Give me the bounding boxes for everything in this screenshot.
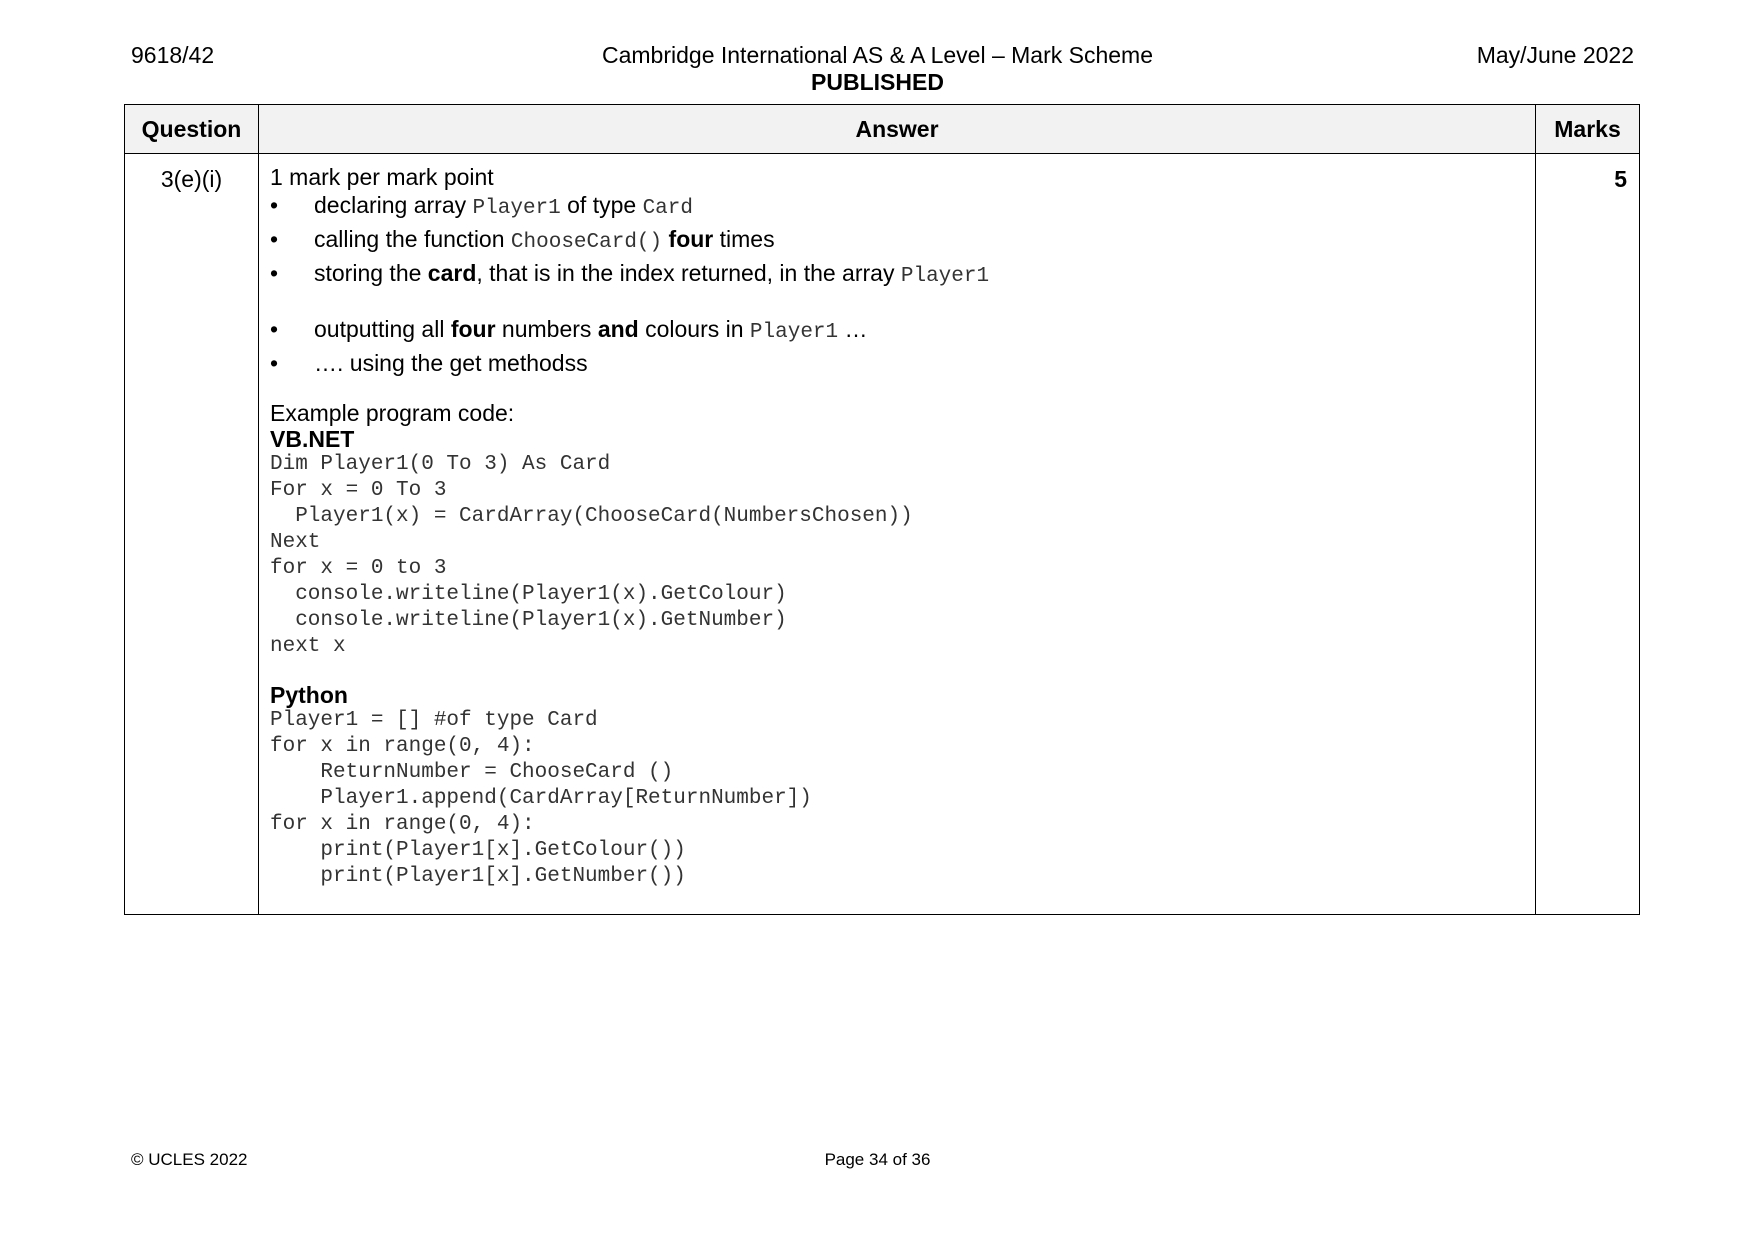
code-line: for x in range(0, 4): xyxy=(270,813,535,836)
paper-code: 9618/42 xyxy=(131,42,215,68)
code-line: print(Player1[x].GetColour()) xyxy=(270,839,686,862)
mark-point-text: colours in xyxy=(638,316,750,342)
mark-point xyxy=(270,190,1523,224)
mark-point xyxy=(270,314,1523,348)
copyright: © UCLES 2022 xyxy=(131,1150,248,1169)
mark-point xyxy=(270,348,1523,378)
column-header-question: Question xyxy=(125,105,259,154)
mark-scheme-table xyxy=(124,104,1640,915)
mark-point-text: outputting all xyxy=(314,316,451,342)
mark-point-text: and xyxy=(597,316,639,342)
code-line: console.writeline(Player1(x).GetNumber) xyxy=(270,609,787,632)
table-header-row xyxy=(125,105,1640,154)
answer-cell xyxy=(259,154,1536,915)
code-line: Dim Player1(0 To 3) As Card xyxy=(270,453,611,476)
exam-session: May/June 2022 xyxy=(1476,42,1634,68)
mark-point-text: times xyxy=(713,226,775,252)
mark-point-text: numbers xyxy=(495,316,598,342)
code-line: for x = 0 to 3 xyxy=(270,557,447,580)
mark-point-text: , that is in the index returned, in the array xyxy=(476,260,901,286)
mark-point-text: … xyxy=(838,316,868,342)
mark-point-text: Player1 xyxy=(900,265,990,288)
code-line: Player1(x) = CardArray(ChooseCard(NumbersChosen)) xyxy=(270,505,913,528)
code-line: Player1 = [] #of type Card xyxy=(270,709,598,732)
mark-point-text: Card xyxy=(642,197,693,220)
python-code-block xyxy=(270,708,1523,890)
mark-point xyxy=(270,224,1523,258)
mark-point-text: ChooseCard() xyxy=(510,231,663,254)
mark-point-intro: 1 mark per mark point xyxy=(270,164,494,190)
page-number: Page 34 of 36 xyxy=(824,1150,931,1169)
code-line: console.writeline(Player1(x).GetColour) xyxy=(270,583,787,606)
column-header-answer: Answer xyxy=(259,105,1536,154)
code-line: Player1.append(CardArray[ReturnNumber]) xyxy=(270,787,812,810)
mark-points-list-output xyxy=(270,314,1523,378)
vbnet-code-block xyxy=(270,452,1523,660)
mark-points-list xyxy=(270,190,1523,292)
code-line: print(Player1[x].GetNumber()) xyxy=(270,865,686,888)
code-line: For x = 0 To 3 xyxy=(270,479,447,502)
mark-point-text: Player1 xyxy=(472,197,561,220)
mark-point-text: declaring array xyxy=(314,192,473,218)
table-row xyxy=(125,154,1640,915)
vbnet-label: VB.NET xyxy=(270,426,355,452)
code-line: ReturnNumber = ChooseCard () xyxy=(270,761,674,784)
mark-point-text: four xyxy=(450,316,496,342)
mark-point-text: storing the xyxy=(314,260,428,286)
mark-point-text: card xyxy=(427,260,477,286)
marks-value: 5 xyxy=(1536,154,1640,915)
published-label: PUBLISHED xyxy=(811,69,944,95)
code-line: for x in range(0, 4): xyxy=(270,735,535,758)
mark-point-text: Player1 xyxy=(749,321,839,344)
example-code-label: Example program code: xyxy=(270,400,515,426)
mark-point-text: of type xyxy=(560,192,643,218)
column-header-marks: Marks xyxy=(1536,105,1640,154)
mark-point xyxy=(270,258,1523,292)
mark-point-text: calling the function xyxy=(314,226,511,252)
code-line: Next xyxy=(270,531,321,554)
question-number: 3(e)(i) xyxy=(125,154,259,915)
code-line: next x xyxy=(270,635,346,658)
python-label: Python xyxy=(270,682,348,708)
mark-point-text: four xyxy=(668,226,714,252)
mark-point-text: …. using the get methodss xyxy=(314,350,588,376)
document-title: Cambridge International AS & A Level – Mark Scheme xyxy=(601,42,1154,68)
